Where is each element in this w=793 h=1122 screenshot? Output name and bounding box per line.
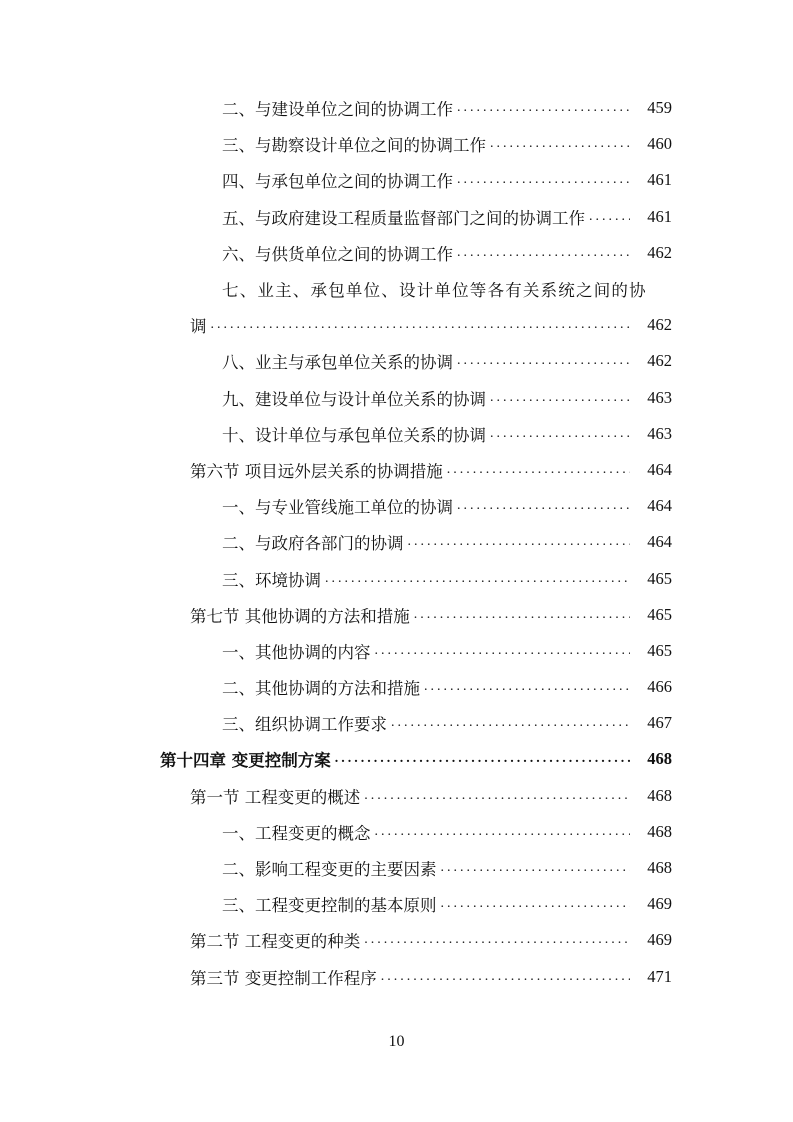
toc-entry[interactable] [0,741,793,777]
toc-entry-page: 469 [647,894,672,914]
toc-entry-title: 第七节 其他协调的方法和措施 [190,606,410,626]
toc-entry-page: 460 [647,134,672,154]
toc-entry-title: 一、与专业管线施工单位的协调 [222,498,453,518]
toc-entry-page: 459 [647,98,672,118]
toc-entry[interactable] [0,633,793,669]
toc-entry[interactable] [0,307,793,343]
toc-entry[interactable] [0,235,793,271]
toc-entry-page: 467 [647,713,672,733]
toc-entry[interactable] [0,452,793,488]
toc-entry-page: 462 [647,242,672,262]
toc-entry-title: 三、与勘察设计单位之间的协调工作 [222,136,486,156]
toc-entry-page: 464 [647,532,672,552]
toc-entry-page: 464 [647,496,672,516]
toc-entry-page: 463 [647,387,672,407]
dot-leader [447,462,630,478]
toc-entry[interactable] [0,488,793,524]
toc-entry[interactable] [0,922,793,958]
toc-entry[interactable] [0,597,793,633]
toc-entry-title: 三、工程变更控制的基本原则 [222,896,437,916]
dot-leader [441,896,631,912]
dot-leader [490,136,630,152]
toc-entry[interactable] [0,343,793,379]
page-number: 10 [388,1033,405,1050]
toc-entry[interactable] [0,669,793,705]
toc-entry-page: 468 [647,821,672,841]
dot-leader [457,353,630,369]
toc-entry-title: 二、其他协调的方法和措施 [222,679,420,699]
toc-entry-page: 461 [647,206,672,226]
dot-leader [391,715,630,731]
dot-leader [364,788,630,804]
toc-entry-title: 二、影响工程变更的主要因素 [222,860,437,880]
dot-leader [375,643,631,659]
toc-entry-title: 三、环境协调 [222,570,321,590]
toc-entry[interactable] [0,199,793,235]
toc-entry-title: 二、与政府各部门的协调 [222,534,404,554]
toc-entry-page: 466 [647,677,672,697]
toc-entry-page: 468 [647,785,672,805]
dot-leader [424,679,630,695]
toc-entry-title: 十、设计单位与承包单位关系的协调 [222,425,486,445]
toc-entry[interactable] [0,271,793,307]
dot-leader [457,100,630,116]
toc-entry-page: 461 [647,170,672,190]
toc-entry-page: 469 [647,930,672,950]
toc-entry-title: 七、业主、承包单位、设计单位等各有关系统之间的协 [222,281,647,301]
toc-entry[interactable] [0,380,793,416]
toc-entry-title: 九、建设单位与设计单位关系的协调 [222,389,486,409]
toc-entry-page: 464 [647,459,672,479]
dot-leader [335,751,630,767]
dot-leader [457,172,630,188]
toc-entry[interactable] [0,90,793,126]
dot-leader [441,860,631,876]
dot-leader [375,824,631,840]
toc-entry-title: 第三节 变更控制工作程序 [190,968,377,988]
toc-entry-title-continued: 调 [190,317,207,337]
toc-entry-title: 第二节 工程变更的种类 [190,932,361,952]
dot-leader [414,607,630,623]
toc-entry[interactable] [0,886,793,922]
dot-leader [325,571,630,587]
toc-entry-title: 六、与供货单位之间的协调工作 [222,244,453,264]
toc-entry-page: 471 [647,966,672,986]
toc-entry[interactable] [0,416,793,452]
toc-entry[interactable] [0,162,793,198]
toc-entry-title: 五、与政府建设工程质量监督部门之间的协调工作 [222,208,585,228]
toc-entry-page: 468 [647,858,672,878]
toc-entry-page: 465 [647,568,672,588]
dot-leader [457,498,630,514]
toc-entry-page: 465 [647,640,672,660]
dot-leader [490,390,630,406]
dot-leader [589,209,630,225]
toc-entry-title: 一、工程变更的概念 [222,823,371,843]
dot-leader [364,932,630,948]
toc-entry[interactable] [0,560,793,596]
dot-leader [381,969,630,985]
toc-entry-title: 第六节 项目远外层关系的协调措施 [190,461,443,481]
table-of-contents [0,90,793,995]
dot-leader [490,426,630,442]
toc-entry-title: 八、业主与承包单位关系的协调 [222,353,453,373]
dot-leader [211,317,631,333]
toc-entry[interactable] [0,126,793,162]
toc-entry-page: 465 [647,604,672,624]
toc-entry[interactable] [0,850,793,886]
toc-entry[interactable] [0,814,793,850]
toc-entry[interactable] [0,778,793,814]
toc-entry-title: 四、与承包单位之间的协调工作 [222,172,453,192]
toc-entry[interactable] [0,705,793,741]
dot-leader [408,534,631,550]
toc-entry-title: 第一节 工程变更的概述 [190,787,361,807]
toc-entry-title: 第十四章 变更控制方案 [160,751,331,771]
dot-leader [457,245,630,261]
toc-entry-title: 二、与建设单位之间的协调工作 [222,100,453,120]
toc-entry-page: 468 [647,749,672,769]
toc-entry[interactable] [0,959,793,995]
toc-entry-page: 462 [647,315,672,335]
toc-entry-page: 463 [647,423,672,443]
toc-entry[interactable] [0,524,793,560]
toc-entry-page: 462 [647,351,672,371]
toc-entry-title: 三、组织协调工作要求 [222,715,387,735]
toc-entry-title: 一、其他协调的内容 [222,642,371,662]
